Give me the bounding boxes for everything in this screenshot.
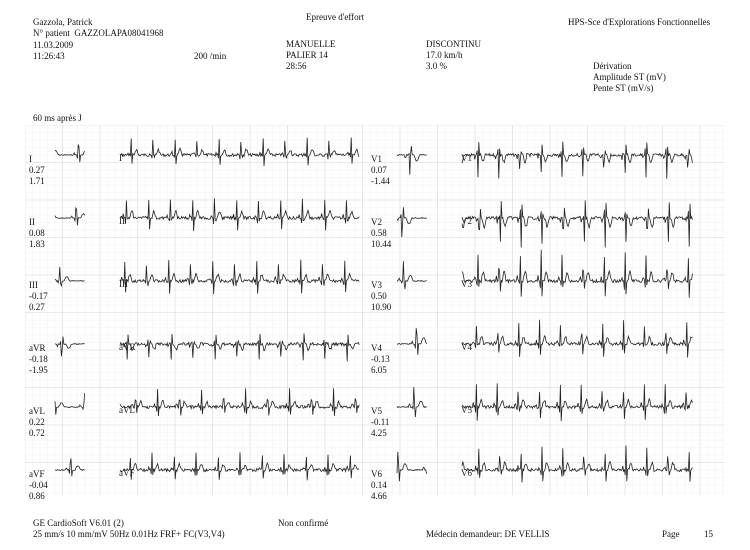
lead-amp: -0.18 xyxy=(29,354,48,364)
lead-name: V2 xyxy=(371,217,382,227)
lead-name: V5 xyxy=(371,406,382,416)
strip-lead-tag: aVL xyxy=(119,405,135,415)
avg-complex-V6 xyxy=(397,452,427,481)
rhythm-strip-V4 xyxy=(462,320,692,358)
recording-settings: 25 mm/s 10 mm/mV 50Hz 0.01Hz FRF+ FC(V3,V4) xyxy=(33,529,225,539)
stage: PALIER 14 xyxy=(286,50,328,60)
lead-amp: 0.14 xyxy=(371,480,387,490)
lead-slope: -1.44 xyxy=(371,176,390,186)
rhythm-strip-aVF xyxy=(120,452,359,480)
strip-lead-tag: III xyxy=(119,279,128,289)
mode: MANUELLE xyxy=(286,39,336,49)
rhythm-strip-V3 xyxy=(462,250,692,298)
requesting-physician: Médecin demandeur: DE VELLIS xyxy=(426,529,550,539)
strip-lead-tag: V5 xyxy=(461,405,472,415)
rhythm-strip-aVR xyxy=(120,333,359,361)
measurement-point: 60 ms après J xyxy=(33,113,82,123)
lead-amp: 0.50 xyxy=(371,291,387,301)
patient-name: Gazzola, Patrick xyxy=(33,17,93,27)
patient-id-row xyxy=(33,28,164,38)
lead-name: III xyxy=(29,280,38,290)
strip-lead-tag: V2 xyxy=(461,216,472,226)
lead-name: V3 xyxy=(371,280,382,290)
strip-lead-tag: aVR xyxy=(119,342,136,352)
page-label: Page xyxy=(662,529,680,539)
strip-lead-tag: II xyxy=(119,216,125,226)
lead-amp: -0.11 xyxy=(371,417,390,427)
lead-slope: 4.66 xyxy=(371,491,387,501)
lead-slope: 6.05 xyxy=(371,365,387,375)
lead-slope: 1.71 xyxy=(29,176,45,186)
lead-slope: 0.86 xyxy=(29,491,45,501)
speed: 17.0 km/h xyxy=(426,50,463,60)
page-title: Epreuve d'effort xyxy=(306,12,365,22)
rhythm-strip-I xyxy=(120,138,359,167)
strip-lead-tag: V1 xyxy=(461,153,472,163)
strip-lead-tag: I xyxy=(119,153,122,163)
patient-id-label: N° patient xyxy=(33,28,70,38)
lead-slope: -1.95 xyxy=(29,365,48,375)
lead-name: V6 xyxy=(371,469,382,479)
grade: 3.0 % xyxy=(426,61,447,71)
lead-name: V1 xyxy=(371,154,382,164)
exam-time: 11:26:43 xyxy=(33,51,65,61)
exam-date: 11.03.2009 xyxy=(33,40,74,50)
rhythm-strip-aVL xyxy=(120,388,359,416)
avg-complex-V1 xyxy=(397,146,427,175)
duration: 28:56 xyxy=(286,61,307,71)
rhythm-strip-III xyxy=(120,260,359,294)
strip-lead-tag: V4 xyxy=(461,342,472,352)
lead-amp: 0.27 xyxy=(29,165,45,175)
lead-name: V4 xyxy=(371,343,382,353)
lead-name: aVF xyxy=(29,469,45,479)
page-number: 15 xyxy=(704,529,713,539)
rhythm-strip-II xyxy=(120,198,359,231)
confirmation-status: Non confirmé xyxy=(278,518,329,528)
lead-name: I xyxy=(29,154,32,164)
lead-amp: -0.04 xyxy=(29,480,48,490)
lead-slope: 10.44 xyxy=(371,239,392,249)
lead-slope: 10.90 xyxy=(371,302,392,312)
avg-complex-V5 xyxy=(397,387,427,417)
lead-name: aVR xyxy=(29,343,46,353)
heart-rate: 200 /min xyxy=(194,51,227,61)
institution: HPS-Sce d'Explorations Fonctionnelles xyxy=(568,17,711,27)
strip-lead-tag: aVF xyxy=(119,468,135,478)
avg-complex-V2 xyxy=(397,207,427,237)
lead-slope: 0.27 xyxy=(29,302,45,312)
patient-id: GAZZOLAPA08041968 xyxy=(74,28,164,38)
legend-st-amplitude: Amplitude ST (mV) xyxy=(593,72,666,82)
legend-derivation: Dérivation xyxy=(593,61,632,71)
strip-lead-tag: V6 xyxy=(461,468,472,478)
lead-amp: 0.22 xyxy=(29,417,45,427)
lead-slope: 4.25 xyxy=(371,428,387,438)
lead-name: II xyxy=(29,217,35,227)
rhythm-strip-V6 xyxy=(462,446,692,483)
legend-st-slope: Pente ST (mV/s) xyxy=(593,83,654,93)
protocol: DISCONTINU xyxy=(426,39,481,49)
lead-slope: 0.72 xyxy=(29,428,45,438)
lead-amp: 0.08 xyxy=(29,228,45,238)
lead-slope: 1.83 xyxy=(29,239,45,249)
lead-amp: 0.58 xyxy=(371,228,387,238)
avg-complex-V4 xyxy=(397,328,427,355)
lead-amp: -0.13 xyxy=(371,354,390,364)
software-version: GE CardioSoft V6.01 (2) xyxy=(33,518,124,528)
strip-lead-tag: V3 xyxy=(461,279,472,289)
lead-amp: 0.07 xyxy=(371,165,387,175)
lead-amp: -0.17 xyxy=(29,291,48,301)
lead-name: aVL xyxy=(29,406,45,416)
